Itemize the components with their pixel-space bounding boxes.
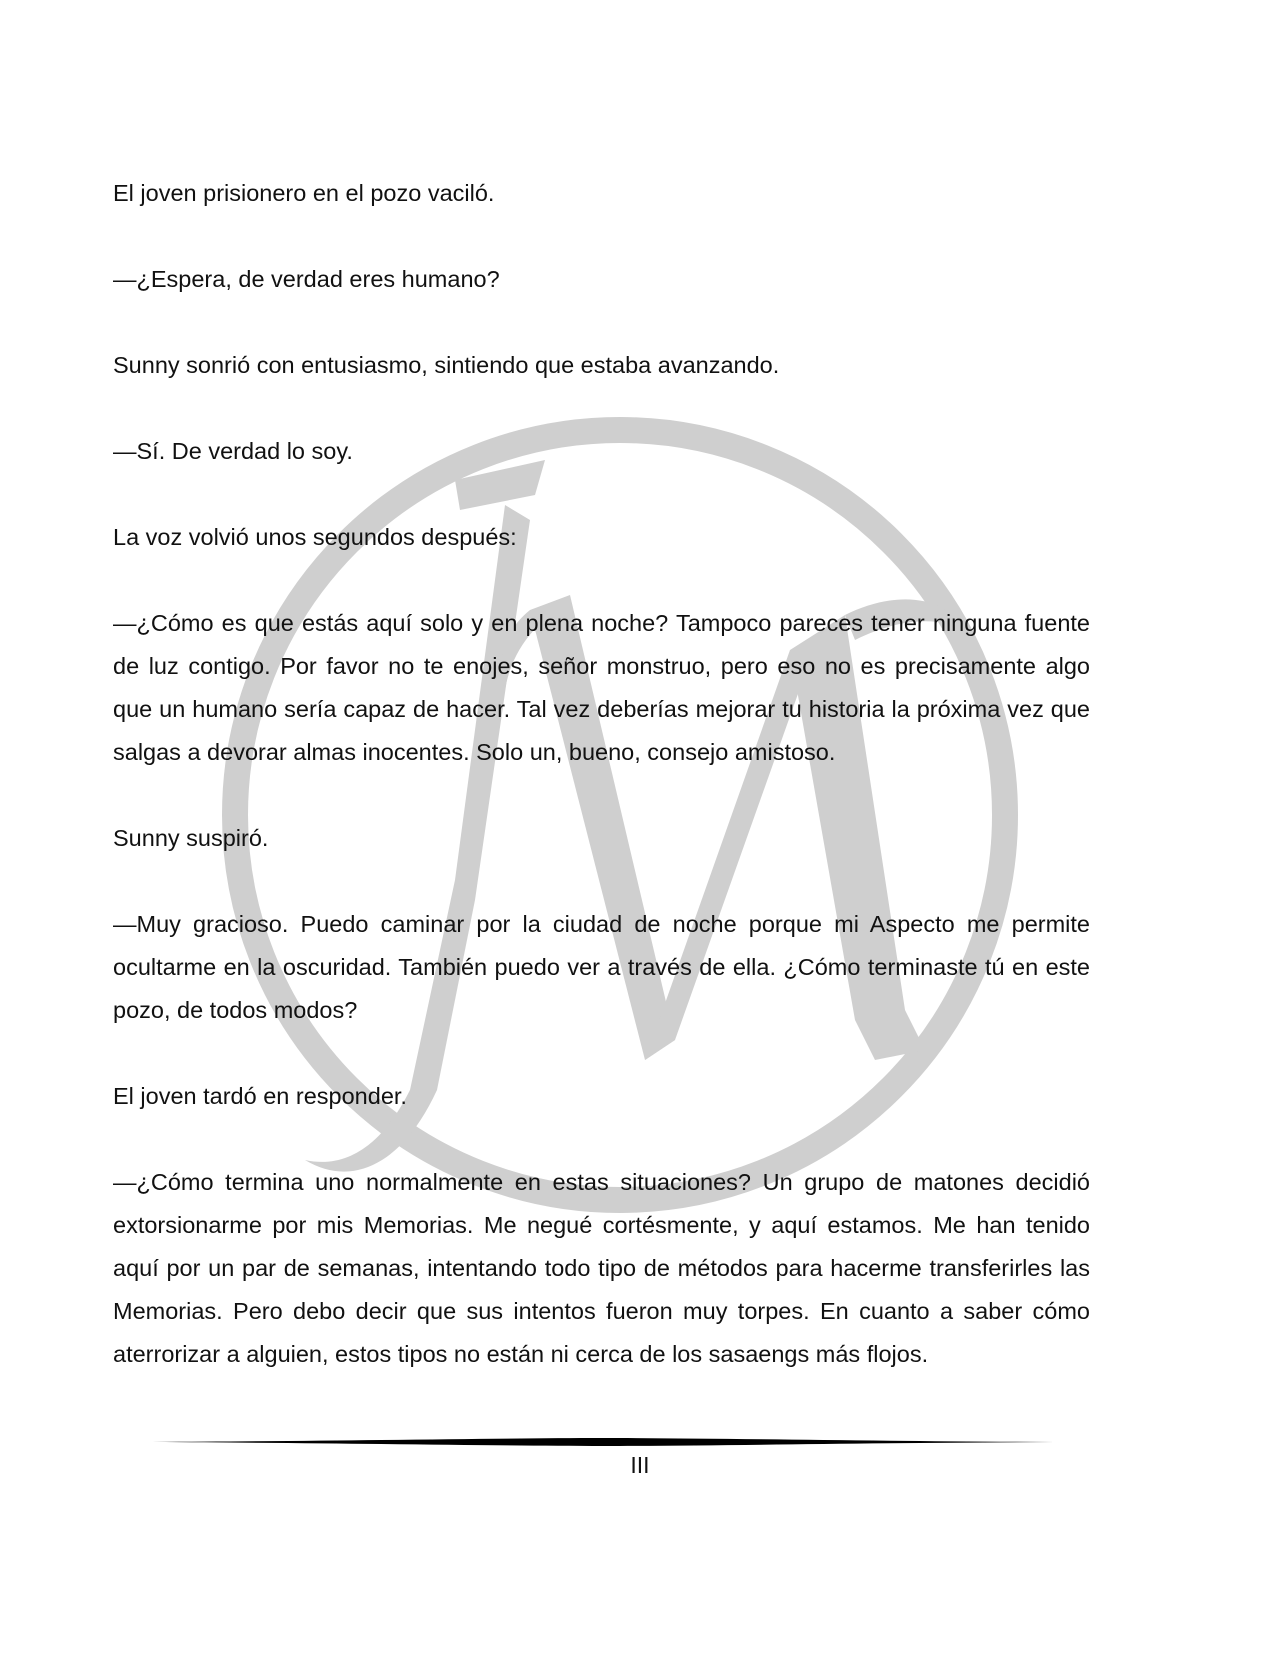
paragraph: —¿Cómo termina uno normalmente en estas situaciones? Un grupo de matones decidió extorsionarme por mis Memorias. Me negué cortésmente, y aquí estamos. Me han tenido aquí por un par de semanas, intentando todo tipo de métodos para hacerme transferirles las Memorias. Pero debo decir que sus intentos fueron muy torpes. En cuanto a saber cómo aterrorizar a alguien, estos tipos no están ni cerca de los sasaengs más flojos.	[113, 1169, 1090, 1367]
paragraph: —Sí. De verdad lo soy.	[113, 438, 353, 464]
paragraph: —¿Espera, de verdad eres humano?	[113, 266, 500, 292]
paragraph: —¿Cómo es que estás aquí solo y en plena noche? Tampoco pareces tener ninguna fuente de luz contigo. Por favor no te enojes, señor monstruo, pero eso no es precisamente algo que un humano sería capaz de hacer. Tal vez deberías mejorar tu historia la próxima vez que salgas a devorar almas inocentes. Solo un, bueno, consejo amistoso.	[113, 610, 1090, 765]
footer-divider	[152, 1437, 1054, 1447]
document-body	[113, 172, 1090, 1376]
paragraph: Sunny sonrió con entusiasmo, sintiendo que estaba avanzando.	[113, 352, 780, 378]
paragraph: El joven prisionero en el pozo vaciló.	[113, 180, 495, 206]
page-number: III	[630, 1452, 650, 1478]
paragraph: El joven tardó en responder.	[113, 1083, 407, 1109]
paragraph: La voz volvió unos segundos después:	[113, 524, 517, 550]
paragraph: —Muy gracioso. Puedo caminar por la ciudad de noche porque mi Aspecto me permite ocultarme en la oscuridad. También puedo ver a través de ella. ¿Cómo terminaste tú en este pozo, de todos modos?	[113, 911, 1090, 1023]
paragraph: Sunny suspiró.	[113, 825, 269, 851]
